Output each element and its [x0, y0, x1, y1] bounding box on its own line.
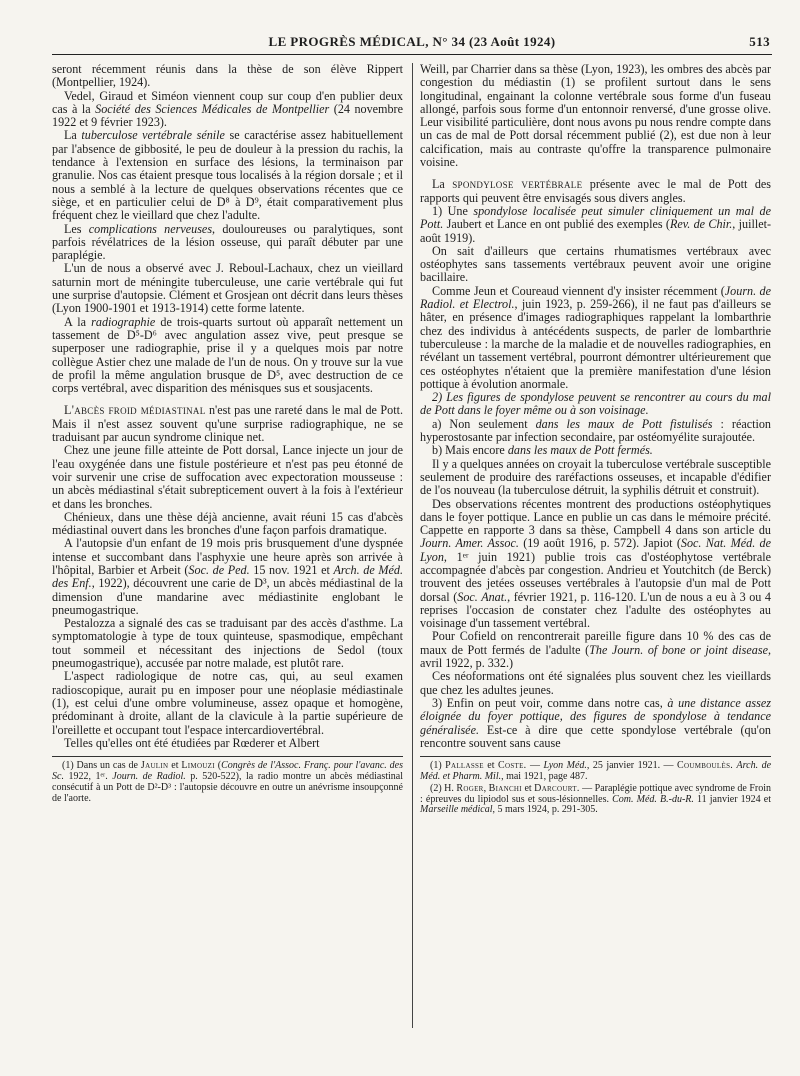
paragraph: Pour Cofield on rencontrerait pareille figure dans 10 % des cas de maux de Pott fermés de l'adulte (The Journ. of bone or joint disease, avril 1922, p. 332.)	[420, 629, 772, 671]
paragraph: La tuberculose vertébrale sénile se caractérise assez habituellement par l'absence de gibbosité, le peu de douleur à la pression du rachis, la tendance à l'extension en surface des lésions, la terminaison par granulie. Nos cas étaient presque tous localisés à la région dorsale ; et il nous a semblé à la lecture de quelques observations récentes que ce siège, et en particulier celui de D⁸ à D⁹, était comparativement plus fréquent chez le vieillard que chez l'adulte.	[52, 128, 403, 223]
paragraph: b) Mais encore dans les maux de Pott fermés.	[432, 443, 653, 458]
footnotes-left	[52, 761, 403, 804]
paragraph: A la radiographie de trois-quarts surtout où apparaît nettement un tassement de D⁵-D⁶ avec angulation assez vive, peut presque se superposer une radiographie, prise il y a quelques mois par notre collègue Astier chez une malade de l'un de nous. On y trouve sur la vue de profil la même angulation brusque de D⁵, avec destruction de ce corps vertébral, avec disparition des ménisques sus et sousjacents.	[52, 314, 403, 396]
page-number: 513	[749, 34, 770, 49]
paragraph: Vedel, Giraud et Siméon viennent coup sur coup d'en publier deux cas à la Société des Sciences Médicales de Montpellier (24 novembre 1922 et 9 février 1923).	[52, 88, 403, 130]
left-column	[52, 63, 403, 817]
paragraph: Comme Jeun et Coureaud viennent d'y insister récemment (Journ. de Radiol. et Electrol., juin 1923, p. 259-266), il ne faut pas d'ailleurs se hâter, en présence d'images radiographiques rappelant la lombarthrie chez des individus à antécédents suspects, de parler de lombarthrie tuberculeuse : la marche de la maladie et de nouvelles radiographies, en révélant un tassement vertébral, pourront démontrer ultérieurement que ces ostéophytes n'étaient que la première manifestation d'une lésion pottique à évolution anormale.	[420, 283, 772, 391]
paragraph: On sait d'ailleurs que certains rhumatismes vertébraux avec ostéophytes sans tassements vertébraux peuvent avoir une origine bacillaire.	[420, 243, 771, 285]
footnote-rule	[420, 756, 771, 757]
paragraph: Chénieux, dans une thèse déjà ancienne, avait réuni 15 cas d'abcès médiastinal ouvert dans les bronches d'une façon parfois dramatique.	[52, 509, 403, 538]
paragraph: A l'autopsie d'un enfant de 19 mois pris brusquement d'une dyspnée intense et succombant dans l'asphyxie une heure après son arrivée à l'hôpital, Barbier et Arbeit (Soc. de Ped. 15 nov. 1921 et Arch. de Méd. des Enf., 1922), découvrent une carie de D³, un abcès médiastinal de la dimension d'une mandarine avec médiastinite englobant le pneumogastrique.	[52, 536, 403, 617]
paragraph: 3) Enfin on peut voir, comme dans notre cas, à une distance assez éloignée du foyer pottique, des figures de spondylose à tendance généralisée. Est-ce à dire que cette spondylose vertébrale (qu'on rencontre souvent sans cause	[420, 695, 771, 750]
paragraph: Les complications nerveuses, douloureuses ou paralytiques, sont parfois révélatrices de la lésion osseuse, qui paraît débuter par une paraplégie.	[52, 221, 403, 263]
paragraph: Des observations récentes montrent des productions ostéophytiques dans le foyer pottique. Lance en publie un cas dans le mémoire précité. Cappette en rapporte 3 dans sa thèse, Campbell 4 dans son article du Journ. Amer. Assoc. (19 août 1916, p. 572). Japiot (Soc. Nat. Méd. de Lyon, 1ᵉʳ juin 1921) publie trois cas d'ostéophytose vertébrale accompagnée d'abcès par congestion. Andrieu et Youtchitch (de Berck) trouvent des jetées osseuses vertébrales à l'autopsie d'un mal de Pott dorsal (Soc. Anat., février 1921, p. 116-120. L'un de nous a eu à 3 ou 4 reprises l'occasion de constater chez l'adulte des ostéophytes au voisinage d'un tassement vertébral.	[420, 496, 771, 631]
paragraph: L'aspect radiologique de notre cas, qui, au seul examen radioscopique, aurait pu en imposer pour une néoplasie médiastinale (1), est celui d'une ombre volumineuse, assez opaque et homogène, prédominant à droite, allant de la clavicule à la partie supérieure de l'oreillette et occupant tout l'espace intercardiovertébral.	[52, 669, 403, 737]
paragraph: Weill, par Charrier dans sa thèse (Lyon, 1923), les ombres des abcès par congestion du médiastin (1) se profilent surtout dans le sens longitudinal, engainant la colonne vertébrale sous forme d'un fuseau allongé, parfois sous forme d'un entonnoir renversé, d'une grosse olive. Leur visibilité particulière, dont nous avons pu nous rendre compte dans un cas de mal de Pott dorsal récemment publié (2), est due non à leur calcification, mais au contraste qu'offre la transparence pulmonaire voisine.	[420, 62, 771, 170]
paragraph: 1) Une spondylose localisée peut simuler cliniquement un mal de Pott. Jaubert et Lance en ont publié des exemples (Rev. de Chir., juillet-août 1919).	[420, 203, 772, 245]
paragraph: Pestalozza a signalé des cas se traduisant par des accès d'asthme. La symptomatologie à type de toux quinteuse, spasmodique, empêchant tout sommeil et nécessitant des injections de Sedol (toux pneumogastrique), accusée par notre malade, est plutôt rare.	[52, 616, 403, 671]
paragraph: L'abcès froid médiastinal n'est pas une rareté dans le mal de Pott. Mais il n'est assez souvent qu'une surprise radiographique, ne se traduisant par aucun syndrome clinique net.	[52, 403, 403, 445]
footnote: (1) Dans un cas de Jaulin et Limouzi (Congrès de l'Assoc. Franç. pour l'avanc. des Sc. 1922, 1ᵉʳ. Journ. de Radiol. p. 520-522), la radio montre un abcès médiastinal consécutif à un Pott de D²-D³ : l'autopsie découvre en outre un anévrisme insoupçonné de l'aorte.	[52, 760, 404, 804]
footnote: (1) Pallasse et Coste. — Lyon Méd., 25 janvier 1921. — Coumboulès. Arch. de Méd. et Pharm. Mil., mai 1921, page 487.	[420, 760, 772, 782]
paragraph: La spondylose vertébrale présente avec le mal de Pott des rapports qui peuvent être envisagés sous divers angles.	[420, 177, 771, 205]
footnotes-right	[420, 761, 771, 816]
journal-title: LE PROGRÈS MÉDICAL, N° 34 (23 Août 1924)	[268, 34, 556, 49]
paragraph: Ces néoformations ont été signalées plus souvent chez les vieillards que chez les adultes jeunes.	[420, 669, 771, 697]
paragraph: seront récemment réunis dans la thèse de son élève Rippert (Montpellier, 1924).	[52, 62, 403, 90]
paragraph: L'un de nous a observé avec J. Reboul-Lachaux, chez un vieillard saturnin mort de méningite tuberculeuse, une carie vertébrale qui fut une surprise d'autopsie. Clément et Grosjean ont décrit dans leurs thèses (Lyon 1900-1901 et 1913-1914) cette forme latente.	[52, 261, 403, 316]
paragraph: 2) Les figures de spondylose peuvent se rencontrer au cours du mal de Pott dans le foyer même ou à son voisinage.	[420, 390, 771, 418]
footnote: (2) H. Roger, Bianchi et Darcourt. — Paraplégie pottique avec syndrome de Froin : épreuves du lipiodol sus et sous-lésionnelles. Com. Méd. B.-du-R. 11 janvier 1924 et Marseille médical, 5 mars 1924, p. 291-305.	[420, 782, 772, 816]
column-divider	[412, 63, 413, 1028]
text-columns	[52, 63, 772, 817]
running-header	[52, 32, 772, 55]
right-column	[420, 63, 771, 817]
paragraph: Il y a quelques années on croyait la tuberculose vertébrale susceptible seulement de produire des raréfactions osseuses, et incapable d'édifier de l'os nouveau (la tuberculose détruit, la syphilis détruit et construit).	[420, 456, 771, 498]
paragraph: Chez une jeune fille atteinte de Pott dorsal, Lance injecte un jour de l'eau oxygénée dans une fistule postérieure et n'est pas peu étonné de voir survenir une crise de suffocation avec expectoration mousseuse : un abcès médiastinal s'était subrepticement ouvert à la fois à l'extérieur et dans les bronches.	[52, 443, 403, 511]
paragraph: a) Non seulement dans les maux de Pott fistulisés : réaction hyperostosante par infection secondaire, par ostéomyélite surajoutée.	[420, 416, 771, 445]
paragraph: Telles qu'elles ont été étudiées par Rœderer et Albert	[64, 735, 320, 750]
footnote-rule	[52, 756, 403, 757]
